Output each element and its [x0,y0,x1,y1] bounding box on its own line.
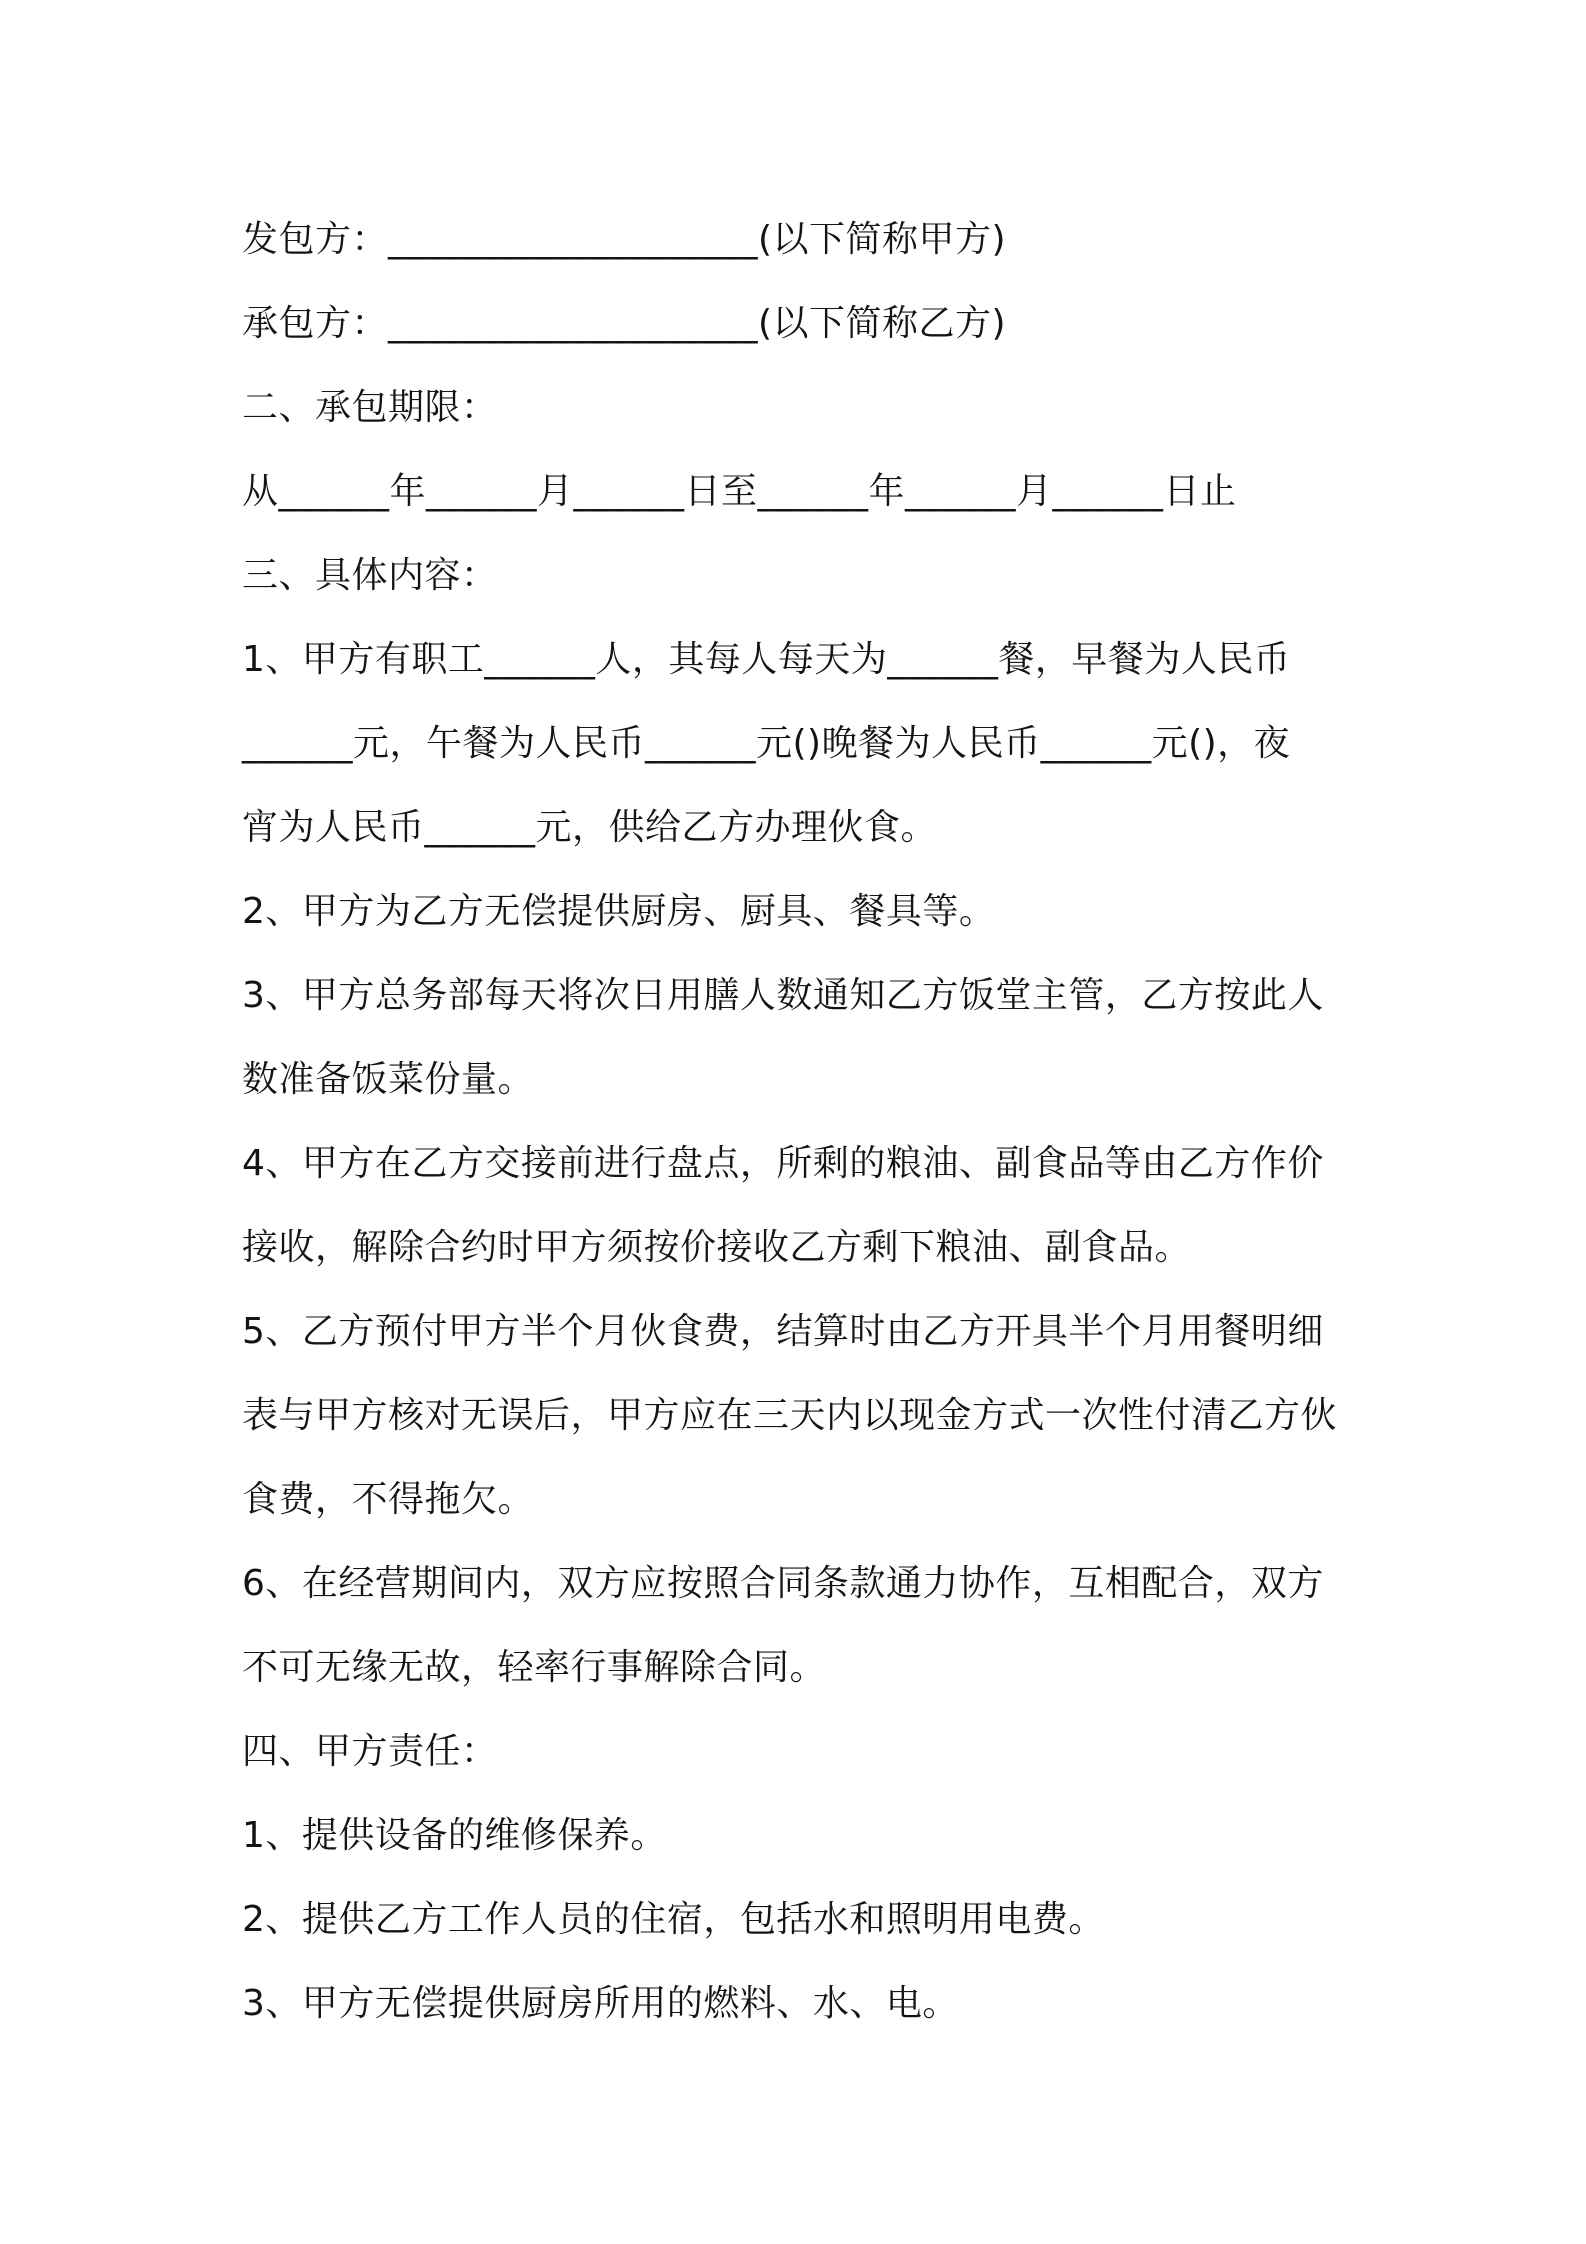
content-item-1-line-2: ______元，午餐为人民币______元()晚餐为人民币______元()，夜 [242,723,1291,764]
duty-item-2: 2、提供乙方工作人员的住宿，包括水和照明用电费。 [242,1899,1105,1940]
content-item-6-line-1: 6、在经营期间内，双方应按照合同条款通力协作，互相配合，双方 [242,1563,1324,1604]
contract-term-line: 从______年______月______日至______年______月______日止 [242,471,1237,512]
content-item-5-line-2: 表与甲方核对无误后，甲方应在三天内以现金方式一次性付清乙方伙 [242,1395,1338,1436]
content-item-2: 2、甲方为乙方无偿提供厨房、厨具、餐具等。 [242,891,996,932]
content-item-3-line-1: 3、甲方总务部每天将次日用膳人数通知乙方饭堂主管，乙方按此人 [242,975,1324,1016]
section-heading-content: 三、具体内容： [242,555,498,596]
contract-party-b-line: 承包方：____________________(以下简称乙方) [242,303,1007,344]
content-item-1-line-1: 1、甲方有职工______人，其每人每天为______餐，早餐为人民币 [242,639,1291,680]
contract-party-a-line: 发包方：____________________(以下简称甲方) [242,219,1007,260]
content-item-6-line-2: 不可无缘无故，轻率行事解除合同。 [242,1647,827,1688]
content-item-4-line-1: 4、甲方在乙方交接前进行盘点，所剩的粮油、副食品等由乙方作价 [242,1143,1324,1184]
content-item-5-line-1: 5、乙方预付甲方半个月伙食费，结算时由乙方开具半个月用餐明细 [242,1311,1324,1352]
duty-item-3: 3、甲方无偿提供厨房所用的燃料、水、电。 [242,1983,959,2024]
document-body [242,198,1362,2046]
content-item-4-line-2: 接收，解除合约时甲方须按价接收乙方剩下粮油、副食品。 [242,1227,1192,1268]
section-heading-term: 二、承包期限： [242,387,498,428]
content-item-5-line-3: 食费，不得拖欠。 [242,1479,535,1520]
content-item-3-line-2: 数准备饭菜份量。 [242,1059,535,1100]
duty-item-1: 1、提供设备的维修保养。 [242,1815,667,1856]
section-heading-party-a-duties: 四、甲方责任： [242,1731,498,1772]
content-item-1-line-3: 宵为人民币______元，供给乙方办理伙食。 [242,807,938,848]
